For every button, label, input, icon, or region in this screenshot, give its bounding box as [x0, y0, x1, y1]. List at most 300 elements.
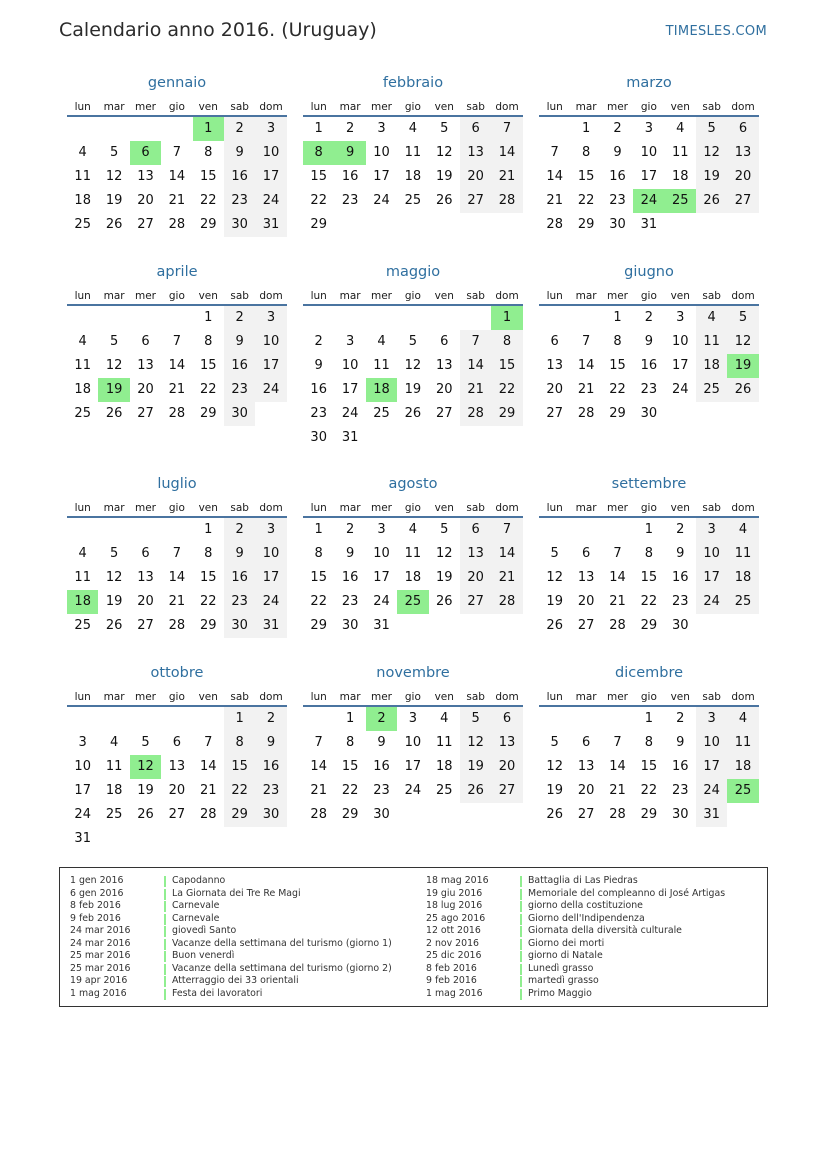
weekday-label: dom — [731, 290, 755, 302]
holiday-marker — [164, 951, 166, 962]
day-cell: 7 — [460, 330, 491, 354]
day-cell: 15 — [199, 570, 217, 585]
weekday-label: lun — [546, 101, 563, 113]
week-row — [67, 117, 287, 141]
day-cell: 11 — [727, 731, 758, 755]
day-cell: 26 — [137, 807, 154, 822]
day-cell: 20 — [137, 193, 154, 208]
month-agosto — [303, 471, 523, 638]
legend-row — [426, 988, 725, 1001]
legend-row — [70, 963, 392, 976]
day-cell: 9 — [224, 542, 255, 566]
legend-row — [426, 950, 725, 963]
day-cell: 17 — [404, 759, 422, 774]
weekday-label: sab — [702, 502, 721, 514]
empty-cell — [224, 827, 255, 851]
holiday-legend — [59, 867, 768, 1007]
holiday-date: 19 giu 2016 — [426, 887, 483, 899]
day-cell: 13 — [460, 542, 491, 566]
weekday-header — [303, 498, 523, 518]
day-cell: 13 — [577, 759, 595, 774]
holiday-date: 8 feb 2016 — [70, 900, 121, 911]
day-cell: 30 — [224, 402, 255, 426]
holiday-marker — [164, 939, 166, 950]
day-cell: 5 — [440, 522, 449, 537]
day-cell: 24 — [341, 406, 359, 421]
week-row — [67, 141, 287, 165]
day-cell: 23 — [373, 783, 390, 798]
weekday-label: sab — [466, 691, 485, 703]
day-cell: 13 — [460, 141, 491, 165]
week-row — [67, 518, 287, 542]
week-row — [303, 306, 523, 330]
day-cell: 7 — [314, 735, 323, 750]
day-cell: 2 — [644, 310, 653, 325]
weekday-label: ven — [670, 502, 690, 514]
day-cell: 29 — [199, 618, 217, 633]
day-cell: 5 — [440, 121, 449, 136]
day-cell: 16 — [671, 759, 689, 774]
holiday-marker — [520, 926, 522, 937]
legend-row — [70, 925, 392, 938]
day-cell: 26 — [404, 406, 422, 421]
weekday-label: mer — [606, 691, 628, 703]
day-cell: 18 — [74, 382, 91, 397]
weekday-label: mer — [370, 290, 392, 302]
empty-cell — [460, 306, 491, 330]
days-grid — [539, 117, 759, 237]
empty-cell — [130, 518, 161, 542]
day-cell: 25 — [74, 406, 91, 421]
day-cell: 22 — [310, 594, 327, 609]
holiday-date: 1 gen 2016 — [70, 875, 124, 886]
day-cell: 25 — [727, 590, 758, 614]
holiday-day-cell: 25 — [727, 779, 758, 803]
day-cell: 27 — [727, 189, 758, 213]
weekday-label: sab — [702, 290, 721, 302]
day-cell: 1 — [613, 310, 622, 325]
month-name: giugno — [624, 264, 674, 280]
day-cell: 11 — [404, 145, 422, 160]
day-cell: 28 — [460, 402, 491, 426]
week-row — [539, 165, 759, 189]
day-cell: 4 — [377, 334, 386, 349]
day-cell: 7 — [172, 546, 181, 561]
day-cell: 27 — [577, 807, 595, 822]
day-cell: 14 — [460, 354, 491, 378]
holiday-day-cell: 2 — [366, 707, 397, 731]
holiday-name: Primo Maggio — [528, 987, 592, 999]
week-row — [303, 141, 523, 165]
day-cell: 25 — [74, 618, 91, 633]
day-cell: 6 — [550, 334, 559, 349]
weekday-label: lun — [310, 691, 327, 703]
day-cell: 3 — [377, 522, 386, 537]
holiday-marker — [520, 889, 522, 900]
legend-row — [70, 913, 392, 926]
day-cell: 31 — [255, 213, 286, 237]
day-cell: 8 — [204, 546, 213, 561]
month-name: dicembre — [614, 665, 684, 681]
empty-cell — [539, 306, 570, 330]
month-marzo — [539, 70, 759, 237]
day-cell: 7 — [613, 546, 622, 561]
weekday-label: sab — [466, 290, 485, 302]
weekday-label: mer — [134, 502, 156, 514]
day-cell: 7 — [491, 518, 522, 542]
day-cell: 6 — [581, 546, 591, 561]
week-row — [303, 354, 523, 378]
day-cell: 4 — [676, 121, 685, 136]
weekday-label: gio — [168, 290, 185, 302]
week-row — [539, 330, 759, 354]
week-row — [67, 402, 287, 426]
day-cell: 18 — [671, 169, 689, 184]
holiday-date: 18 lug 2016 — [426, 900, 483, 911]
day-cell: 3 — [644, 121, 653, 136]
empty-cell — [67, 707, 98, 731]
day-cell: 25 — [105, 807, 123, 822]
empty-cell — [397, 614, 428, 638]
empty-cell — [67, 518, 98, 542]
week-row — [303, 402, 523, 426]
month-name: gennaio — [147, 75, 207, 91]
legend-row — [426, 925, 725, 938]
weekday-label: mar — [339, 101, 361, 113]
week-row — [67, 803, 287, 827]
day-cell: 6 — [172, 735, 181, 750]
day-cell: 10 — [373, 546, 390, 561]
week-row — [67, 542, 287, 566]
month-febbraio — [303, 70, 523, 237]
week-row — [539, 590, 759, 614]
day-cell: 10 — [74, 759, 91, 774]
weekday-label: mar — [339, 290, 361, 302]
holiday-date: 12 ott 2016 — [426, 925, 481, 936]
day-cell: 6 — [460, 518, 491, 542]
day-cell: 30 — [341, 618, 359, 633]
day-cell: 30 — [310, 430, 327, 445]
holiday-marker — [520, 976, 522, 987]
day-cell: 11 — [105, 759, 123, 774]
day-cell: 29 — [609, 406, 626, 421]
day-cell: 12 — [105, 570, 123, 585]
day-cell: 24 — [696, 590, 727, 614]
empty-cell — [98, 117, 129, 141]
day-cell: 14 — [609, 759, 626, 774]
empty-cell — [602, 707, 633, 731]
empty-cell — [727, 803, 758, 827]
legend-row — [426, 938, 725, 951]
day-cell: 21 — [199, 783, 217, 798]
holiday-marker — [164, 914, 166, 925]
day-cell: 10 — [255, 542, 286, 566]
day-cell: 9 — [676, 735, 685, 750]
day-cell: 2 — [676, 522, 685, 537]
day-cell: 1 — [204, 310, 213, 325]
weekday-header — [67, 687, 287, 707]
legend-column-right — [426, 875, 725, 1000]
empty-cell — [696, 402, 727, 426]
week-row — [67, 755, 287, 779]
empty-cell — [303, 306, 334, 330]
day-cell: 20 — [491, 755, 522, 779]
day-cell: 25 — [435, 783, 453, 798]
month-name: novembre — [376, 665, 450, 681]
day-cell: 1 — [314, 121, 323, 136]
day-cell: 22 — [609, 382, 626, 397]
month-giugno — [539, 259, 759, 426]
day-cell: 11 — [727, 542, 758, 566]
day-cell: 4 — [440, 711, 449, 726]
holiday-date: 25 ago 2016 — [426, 912, 486, 924]
day-cell: 30 — [373, 807, 390, 822]
holiday-marker — [520, 876, 522, 887]
empty-cell — [727, 213, 758, 237]
day-cell: 18 — [404, 169, 422, 184]
day-cell: 20 — [460, 165, 491, 189]
day-cell: 19 — [435, 570, 453, 585]
empty-cell — [98, 306, 129, 330]
day-cell: 29 — [577, 217, 595, 232]
day-cell: 19 — [435, 169, 453, 184]
day-cell: 13 — [168, 759, 186, 774]
holiday-marker — [520, 939, 522, 950]
weekday-label: mer — [370, 502, 392, 514]
day-cell: 12 — [105, 358, 123, 373]
empty-cell — [193, 707, 224, 731]
empty-cell — [130, 827, 161, 851]
week-row — [303, 707, 523, 731]
empty-cell — [727, 402, 758, 426]
day-cell: 24 — [671, 382, 689, 397]
holiday-name: Giornata della diversità culturale — [528, 925, 682, 936]
day-cell: 14 — [491, 542, 522, 566]
empty-cell — [429, 426, 460, 450]
day-cell: 4 — [727, 518, 758, 542]
weekday-label: dom — [495, 691, 519, 703]
day-cell: 18 — [105, 783, 123, 798]
day-cell: 17 — [255, 165, 286, 189]
day-cell: 5 — [696, 117, 727, 141]
holiday-date: 2 nov 2016 — [426, 937, 480, 949]
weekday-label: mar — [575, 691, 597, 703]
day-cell: 17 — [373, 169, 390, 184]
day-cell: 8 — [613, 334, 622, 349]
weekday-label: mer — [606, 502, 628, 514]
holiday-day-cell: 1 — [491, 306, 522, 330]
day-cell: 28 — [168, 406, 186, 421]
day-cell: 16 — [255, 755, 286, 779]
day-cell: 1 — [345, 711, 355, 726]
holiday-day-cell: 9 — [334, 141, 365, 165]
weekday-label: dom — [259, 691, 283, 703]
day-cell: 6 — [460, 117, 491, 141]
weekday-label: mer — [606, 290, 628, 302]
day-cell: 27 — [491, 779, 522, 803]
day-cell: 27 — [137, 406, 154, 421]
day-cell: 8 — [224, 731, 255, 755]
day-cell: 8 — [491, 330, 522, 354]
day-cell: 10 — [341, 358, 359, 373]
day-cell: 29 — [199, 406, 217, 421]
holiday-day-cell: 19 — [98, 378, 129, 402]
day-cell: 30 — [671, 618, 689, 633]
holiday-marker — [164, 989, 166, 1000]
holiday-date: 24 mar 2016 — [70, 937, 131, 949]
day-cell: 30 — [224, 213, 255, 237]
day-cell: 28 — [168, 618, 186, 633]
day-cell: 23 — [255, 779, 286, 803]
day-cell: 21 — [168, 382, 186, 397]
day-cell: 3 — [408, 711, 417, 726]
day-cell: 15 — [341, 759, 359, 774]
week-row — [539, 755, 759, 779]
day-cell: 15 — [609, 358, 626, 373]
day-cell: 28 — [546, 217, 563, 232]
day-cell: 10 — [640, 145, 658, 160]
weekday-label: ven — [670, 101, 690, 113]
holiday-name: Memoriale del compleanno di José Artigas — [528, 887, 726, 899]
weekday-label: sab — [230, 101, 249, 113]
empty-cell — [98, 518, 129, 542]
month-dicembre — [539, 660, 759, 827]
day-cell: 13 — [727, 141, 758, 165]
page-title: Calendario anno 2016. (Uruguay) — [59, 19, 377, 41]
day-cell: 18 — [404, 570, 422, 585]
empty-cell — [602, 518, 633, 542]
weekday-header — [303, 687, 523, 707]
legend-row — [70, 975, 392, 988]
day-cell: 23 — [224, 378, 255, 402]
holiday-marker — [520, 951, 522, 962]
day-cell: 17 — [74, 783, 91, 798]
day-cell: 7 — [172, 334, 181, 349]
empty-cell — [539, 117, 570, 141]
weekday-label: lun — [546, 502, 563, 514]
day-cell: 24 — [696, 779, 727, 803]
day-cell: 2 — [345, 121, 355, 136]
day-cell: 27 — [546, 406, 563, 421]
day-cell: 29 — [310, 217, 327, 232]
days-grid — [539, 306, 759, 426]
week-row — [539, 354, 759, 378]
week-row — [303, 165, 523, 189]
empty-cell — [366, 306, 397, 330]
weekday-label: ven — [670, 290, 690, 302]
day-cell: 14 — [609, 570, 626, 585]
day-cell: 10 — [255, 330, 286, 354]
week-row — [539, 707, 759, 731]
holiday-marker — [164, 976, 166, 987]
day-cell: 31 — [640, 217, 658, 232]
weekday-label: mar — [103, 502, 125, 514]
month-name: luglio — [157, 476, 197, 492]
empty-cell — [570, 306, 601, 330]
holiday-day-cell: 12 — [130, 755, 161, 779]
day-cell: 28 — [609, 618, 626, 633]
weekday-label: ven — [198, 101, 218, 113]
day-cell: 9 — [377, 735, 386, 750]
day-cell: 20 — [727, 165, 758, 189]
holiday-date: 6 gen 2016 — [70, 887, 124, 899]
day-cell: 28 — [491, 590, 522, 614]
weekday-header — [539, 498, 759, 518]
day-cell: 13 — [137, 570, 154, 585]
day-cell: 7 — [550, 145, 559, 160]
week-row — [539, 614, 759, 638]
day-cell: 12 — [460, 731, 491, 755]
day-cell: 3 — [78, 735, 87, 750]
day-cell: 8 — [644, 735, 653, 750]
week-row — [303, 566, 523, 590]
day-cell: 6 — [727, 117, 758, 141]
day-cell: 27 — [577, 618, 595, 633]
day-cell: 12 — [105, 169, 123, 184]
weekday-label: ven — [670, 691, 690, 703]
day-cell: 22 — [640, 594, 658, 609]
month-aprile — [67, 259, 287, 426]
weekday-label: lun — [310, 290, 327, 302]
weekday-label: lun — [310, 101, 327, 113]
day-cell: 19 — [105, 594, 123, 609]
brand-link[interactable]: TIMESLES.COM — [665, 24, 767, 39]
empty-cell — [193, 827, 224, 851]
holiday-date: 9 feb 2016 — [426, 975, 477, 986]
holiday-name: martedì grasso — [528, 975, 599, 986]
day-cell: 22 — [640, 783, 658, 798]
holiday-day-cell: 8 — [303, 141, 334, 165]
week-row — [303, 755, 523, 779]
day-cell: 11 — [404, 546, 422, 561]
empty-cell — [460, 803, 491, 827]
weekday-label: gio — [168, 101, 185, 113]
day-cell: 20 — [137, 594, 154, 609]
weekday-label: gio — [640, 502, 657, 514]
weekday-label: mer — [134, 101, 156, 113]
days-grid — [67, 518, 287, 638]
day-cell: 22 — [577, 193, 595, 208]
weekday-label: mer — [134, 691, 156, 703]
day-cell: 1 — [581, 121, 591, 136]
day-cell: 26 — [105, 406, 123, 421]
weekday-label: dom — [495, 290, 519, 302]
day-cell: 9 — [345, 546, 355, 561]
day-cell: 7 — [204, 735, 213, 750]
day-cell: 10 — [255, 141, 286, 165]
weekday-label: mer — [370, 691, 392, 703]
holiday-name: Carnevale — [172, 912, 220, 924]
day-cell: 13 — [137, 169, 154, 184]
day-cell: 13 — [577, 570, 595, 585]
month-maggio — [303, 259, 523, 450]
day-cell: 10 — [696, 731, 727, 755]
holiday-date: 1 mag 2016 — [70, 987, 127, 999]
day-cell: 14 — [546, 169, 563, 184]
month-name: settembre — [611, 476, 687, 492]
day-cell: 23 — [310, 406, 327, 421]
day-cell: 5 — [550, 735, 559, 750]
day-cell: 17 — [341, 382, 359, 397]
day-cell: 23 — [224, 189, 255, 213]
empty-cell — [696, 614, 727, 638]
day-cell: 19 — [546, 783, 563, 798]
week-row — [303, 518, 523, 542]
day-cell: 27 — [460, 189, 491, 213]
day-cell: 23 — [609, 193, 626, 208]
day-cell: 20 — [435, 382, 453, 397]
week-row — [303, 213, 523, 237]
